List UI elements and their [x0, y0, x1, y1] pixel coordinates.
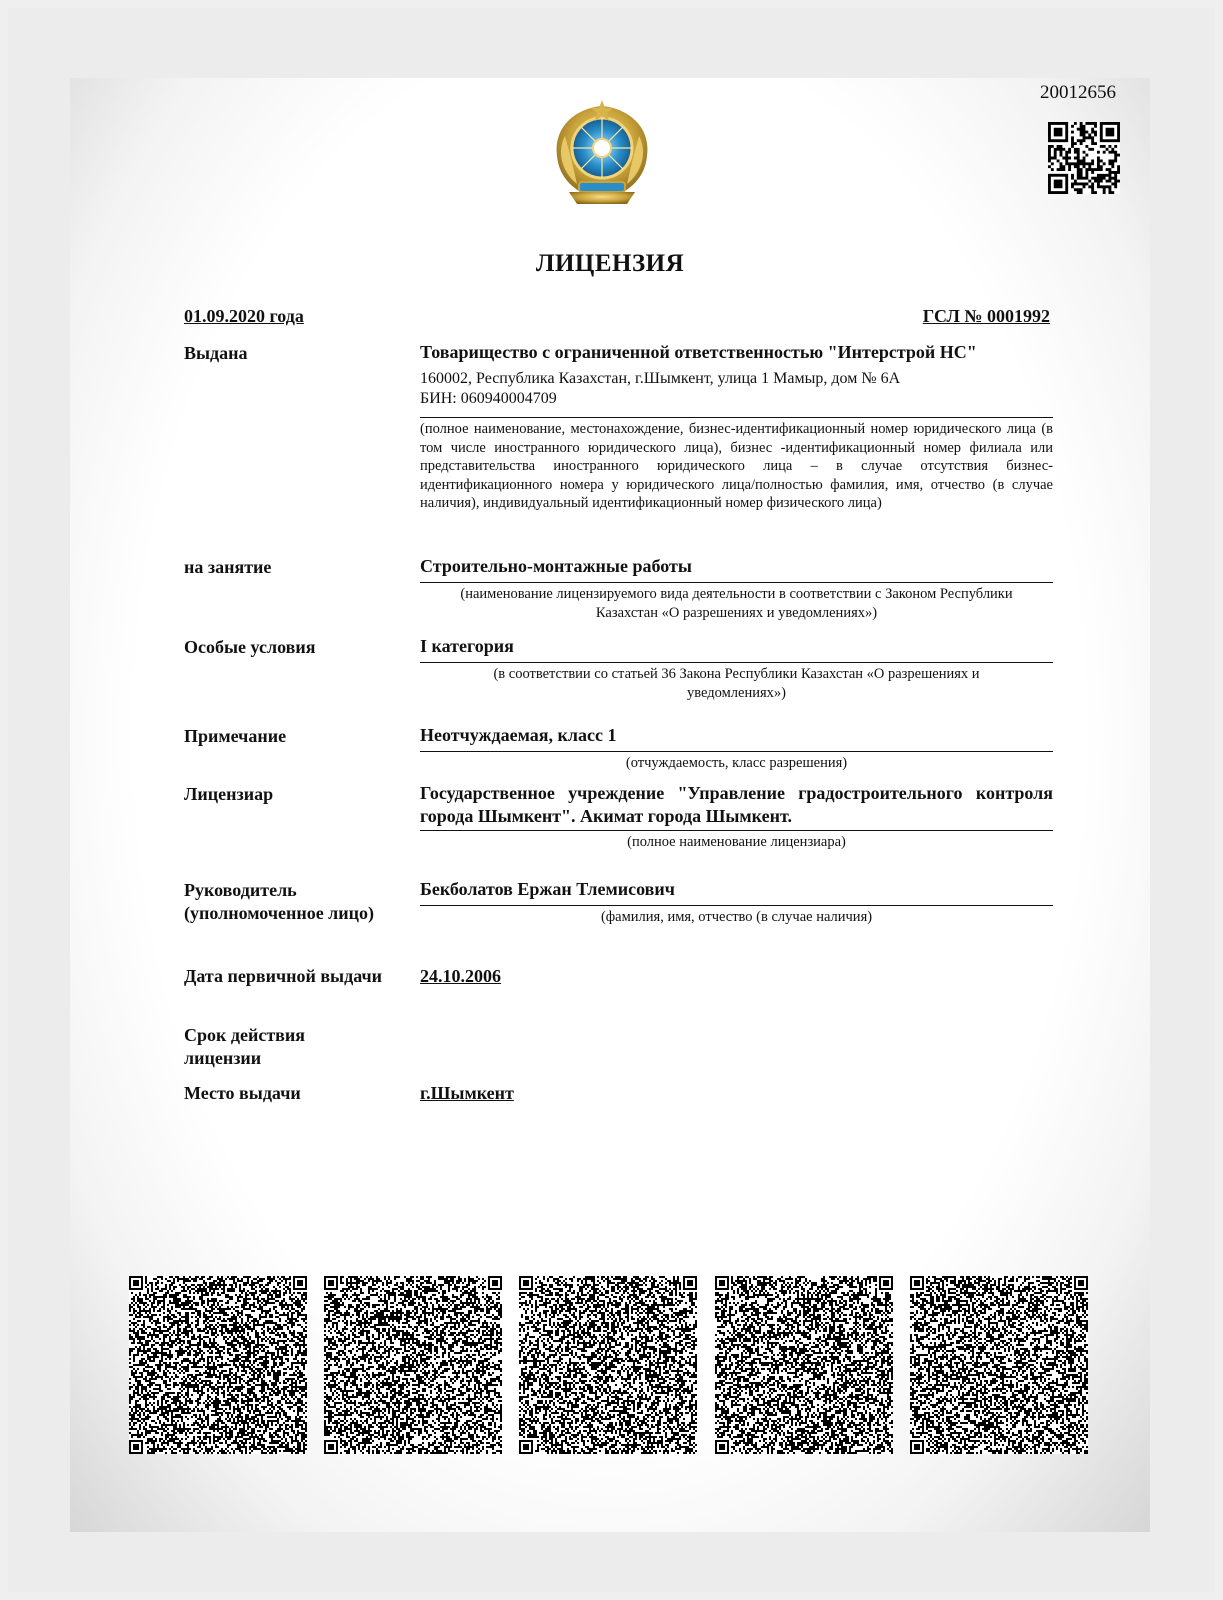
license-number: ГСЛ № 0001992 [922, 306, 1050, 326]
serial-number: 20012656 [1040, 82, 1116, 103]
remark-block [420, 724, 1053, 773]
activity-label: на занятие [184, 557, 272, 577]
divider [420, 582, 1053, 583]
qr-code-icon [519, 1276, 697, 1454]
licensee-bin: БИН: 060940004709 [420, 390, 557, 407]
qr-code-row [129, 1276, 1089, 1456]
special-conditions-note: (в соответствии со статьей 36 Закона Республики Казахстан «О разрешениях и уведомлениях») [493, 666, 980, 701]
qr-code-icon [324, 1276, 502, 1454]
activity-value: Строительно-монтажные работы [420, 556, 692, 576]
issued-to-block [420, 341, 1053, 513]
licensee-name: Товарищество с ограниченной ответственностью "Интерстрой НС" [420, 342, 977, 362]
special-conditions-value: I категория [420, 636, 514, 656]
licensee-address: 160002, Республика Казахстан, г.Шымкент, улица 1 Мамыр, дом № 6А [420, 370, 901, 387]
licensor-block [420, 782, 1053, 852]
licensor-value: Государственное учреждение "Управление градостроительного контроля города Шымкент". Акимат города Шымкент. [420, 783, 1053, 826]
issue-date: 01.09.2020 года [184, 306, 304, 326]
divider [420, 830, 1053, 831]
divider [420, 751, 1053, 752]
qr-code-icon [910, 1276, 1088, 1454]
license-document [70, 78, 1150, 1532]
activity-block [420, 555, 1053, 622]
remark-value: Неотчуждаемая, класс 1 [420, 725, 617, 745]
qr-code-icon [129, 1276, 307, 1454]
document-title: ЛИЦЕНЗИЯ [535, 250, 685, 277]
first-issue-label: Дата первичной выдачи [184, 966, 383, 986]
special-conditions-label: Особые условия [184, 637, 316, 657]
validity-label-line1: Срок действия [184, 1025, 306, 1045]
head-label [184, 879, 374, 925]
remark-label: Примечание [184, 726, 287, 746]
first-issue-value: 24.10.2006 [420, 966, 501, 986]
validity-label-line2: лицензии [184, 1048, 262, 1068]
qr-code-icon [1048, 122, 1120, 194]
head-value: Бекболатов Ержан Тлемисович [420, 879, 675, 899]
head-label-line1: Руководитель [184, 880, 297, 900]
qr-code-icon [715, 1276, 893, 1454]
remark-note: (отчуждаемость, класс разрешения) [625, 755, 848, 771]
special-conditions-block [420, 635, 1053, 702]
divider [420, 905, 1053, 906]
head-label-line2: (уполномоченное лицо) [184, 903, 375, 923]
licensor-note: (полное наименование лицензиара) [627, 834, 846, 850]
validity-label [184, 1024, 305, 1070]
divider [420, 662, 1053, 663]
place-label: Место выдачи [184, 1083, 301, 1103]
issued-to-label: Выдана [184, 343, 248, 363]
divider [420, 417, 1053, 418]
kazakhstan-state-emblem-icon [547, 96, 657, 210]
licensee-note: (полное наименование, местонахождение, бизнес-идентификационный номер юридического лица (в том числе иностранного юридического лица), бизнес -идентификационный номер филиала или представительства иностранного юридического лица – в случае отсутствия бизнес-идентификационного номера у юридического лица/полностью фамилия, имя, отчество (в случае наличия), индивидуальный идентификационный номер физического лица) [420, 421, 1053, 511]
head-block [420, 878, 1053, 927]
place-value: г.Шымкент [420, 1083, 514, 1103]
activity-note: (наименование лицензируемого вида деятельности в соответствии с Законом Республики Казахстан «О разрешениях и уведомлениях») [460, 586, 1013, 621]
head-note: (фамилия, имя, отчество (в случае наличия) [600, 909, 873, 925]
licensor-label: Лицензиар [184, 784, 274, 804]
